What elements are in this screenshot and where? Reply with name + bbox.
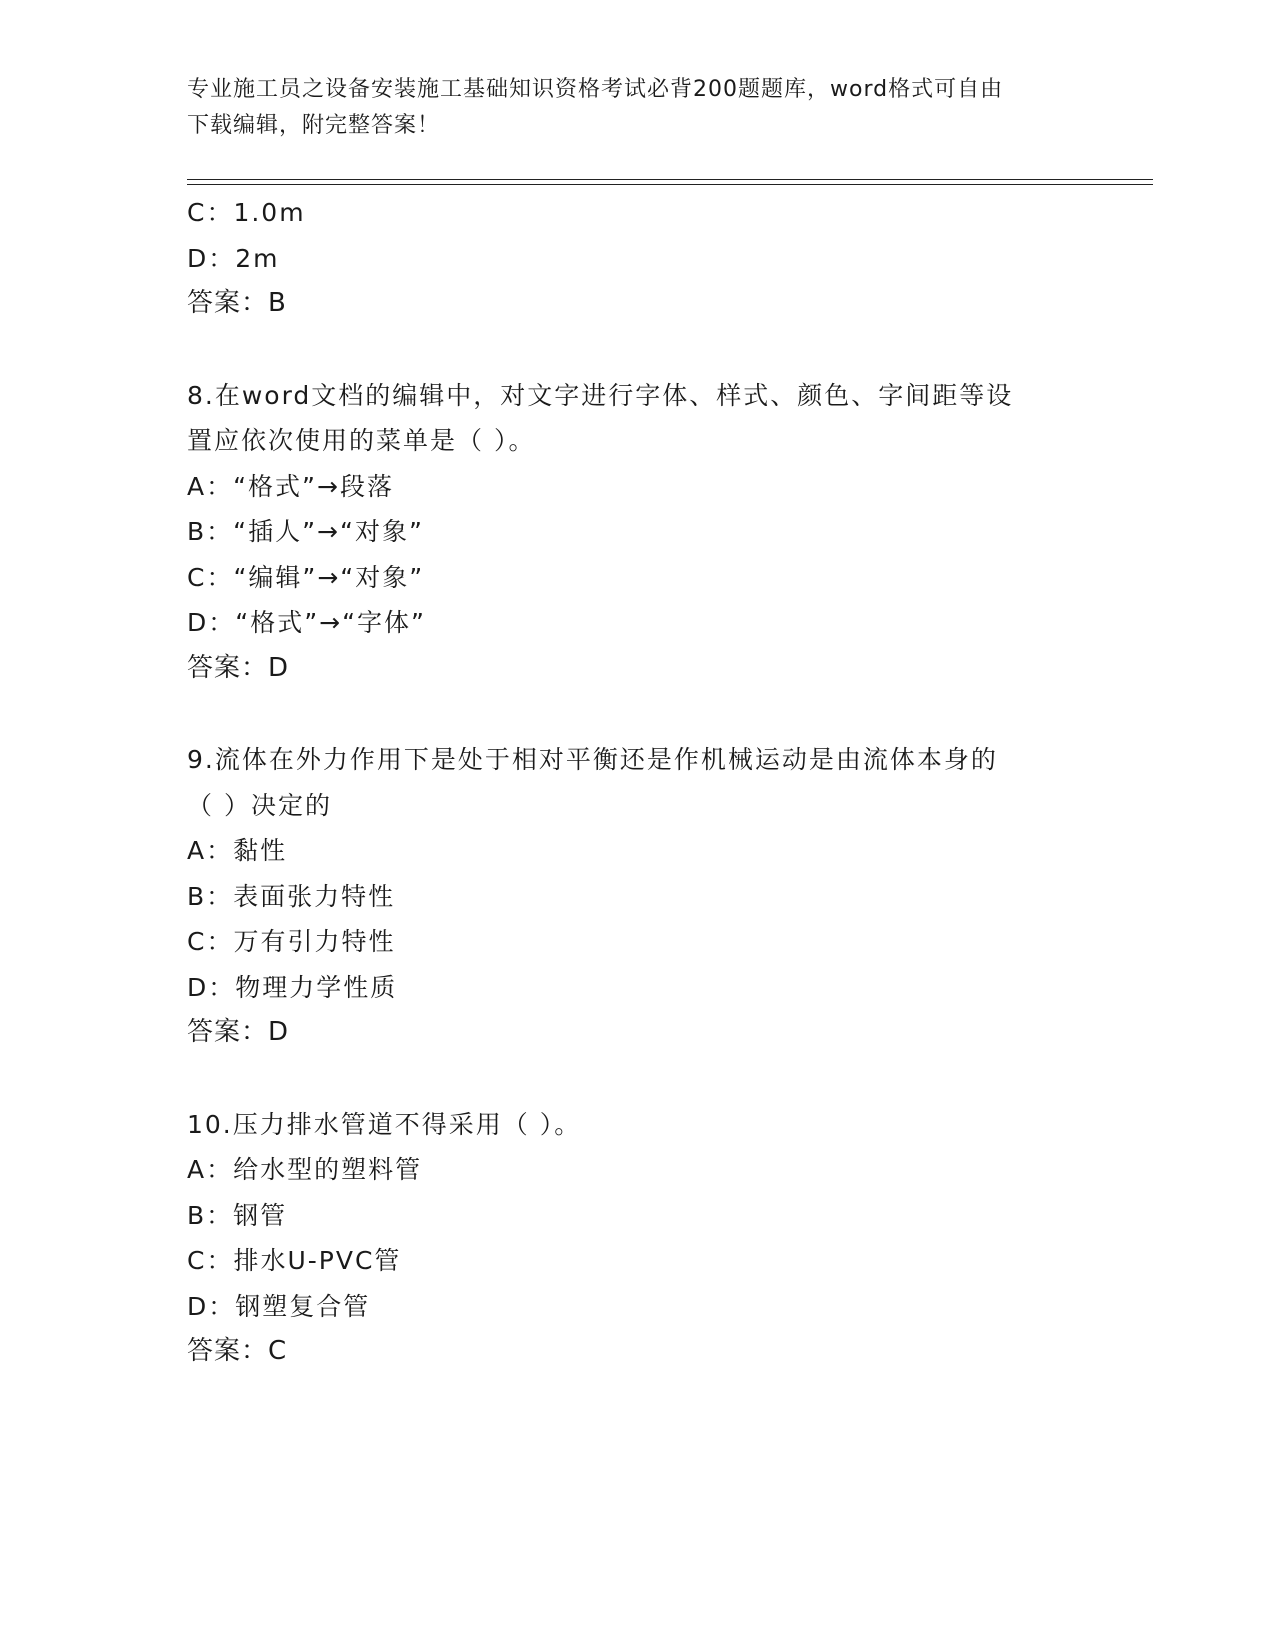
question-8 — [187, 373, 1087, 692]
answer: 答案：C — [187, 1336, 288, 1366]
option-d: D：钢塑复合管 — [187, 1291, 371, 1321]
spacer — [187, 691, 1087, 737]
option-d: D：物理力学性质 — [187, 972, 398, 1002]
question-stem-line-1: 8.在word文档的编辑中，对文字进行字体、样式、颜色、字间距等设 — [187, 380, 1014, 410]
header-divider-top — [187, 179, 1153, 180]
question-10 — [187, 1102, 1087, 1375]
option-c: C：万有引力特性 — [187, 927, 396, 956]
question-stem-line-2: （ ）决定的 — [187, 790, 332, 820]
option-b: B：钢管 — [187, 1200, 288, 1230]
answer: 答案：D — [187, 1017, 290, 1047]
header-title-line-1: 专业施工员之设备安装施工基础知识资格考试必背200题题库，word格式可自由 — [187, 77, 1004, 102]
spacer — [187, 327, 1087, 373]
option-c: C：排水U-PVC管 — [187, 1246, 402, 1275]
option-c: C：1.0m — [187, 198, 306, 227]
option-b: B：表面张力特性 — [187, 881, 396, 911]
option-d: D：“格式”→“字体” — [187, 608, 427, 637]
answer: 答案：B — [187, 288, 287, 318]
question-list — [187, 190, 1087, 1375]
option-a: A：给水型的塑料管 — [187, 1155, 423, 1184]
spacer — [187, 1056, 1087, 1102]
option-a: A：黏性 — [187, 836, 288, 865]
header-title-line-2: 下载编辑，附完整答案！ — [187, 113, 441, 138]
question-7-tail — [187, 190, 1087, 327]
question-stem-line-1: 10.压力排水管道不得采用（ ）。 — [187, 1109, 582, 1139]
answer: 答案：D — [187, 652, 290, 683]
document-header — [187, 72, 1087, 144]
question-9 — [187, 737, 1087, 1056]
option-d: D：2m — [187, 243, 280, 273]
option-c: C：“编辑”→“对象” — [187, 562, 425, 592]
question-stem-line-2: 置应依次使用的菜单是（ ）。 — [187, 426, 536, 455]
question-stem-line-1: 9.流体在外力作用下是处于相对平衡还是作机械运动是由流体本身的 — [187, 745, 998, 774]
header-divider-bottom — [187, 184, 1153, 185]
option-a: A：“格式”→段落 — [187, 471, 394, 501]
option-b: B：“插人”→“对象” — [187, 517, 424, 546]
